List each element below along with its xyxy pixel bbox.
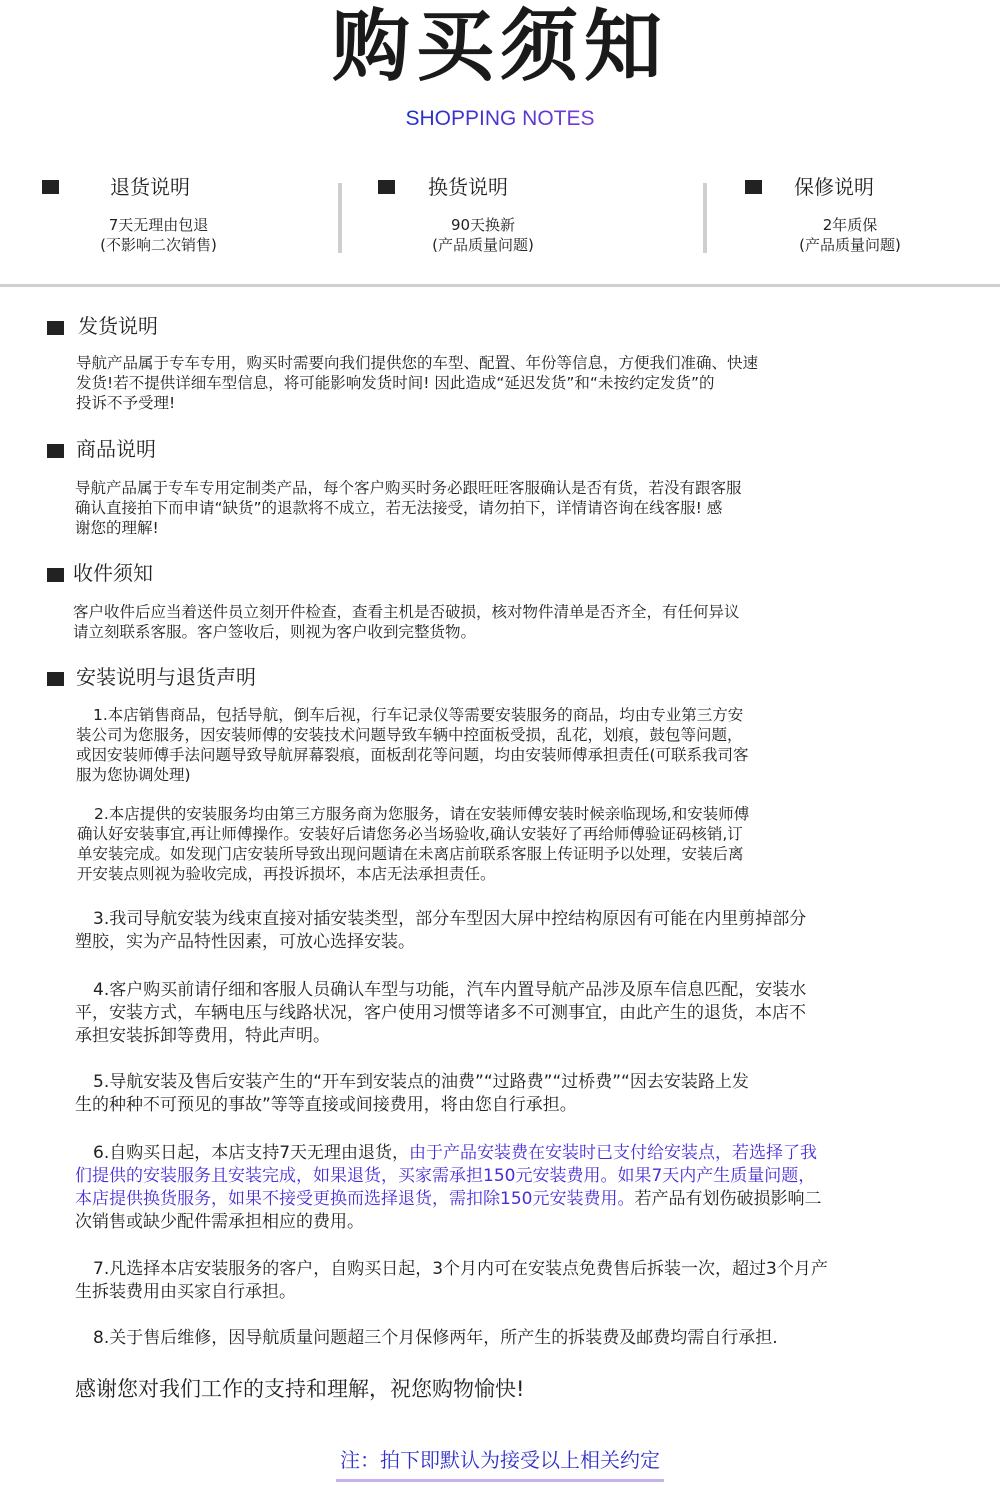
highlight-text: 们提供的安装服务且安装完成，如果退货，买家需承担150元安装费用。如果7天内产生质量问题， [75,1166,816,1186]
text-line: 7.凡选择本店安装服务的客户，自购买日起，3个月内可在安装点免费售后拆装一次，超过3个月产 [93,1259,828,1279]
text-line [75,1142,935,1165]
warranty-policy [745,170,1000,254]
policy-header [378,170,678,204]
text-span: 6.自购买日起，本店支持7天无理由退货， [93,1143,410,1163]
text-line: 服为您协调处理) [76,766,191,784]
text-line: 或因安装师傅手法问题导致导航屏幕裂痕，面板刮花等问题，均由安装师傅承担责任(可联系我司客 [76,746,749,764]
install-item-3 [75,908,925,954]
text-line: 客户收件后应当着送件员立刻开件检查，查看主机是否破损，核对物件清单是否齐全，有任何异议 [73,603,740,621]
return-policy [42,170,342,254]
install-item-1 [76,705,936,785]
highlight-text: 本店提供换货服务，如果不接受更换而选择退货，需扣除150元安装费用。 [75,1189,635,1209]
policy-line-2: (产品质量问题) [799,236,901,254]
policy-detail [378,215,588,255]
page-title: 购买须知 [331,2,668,92]
section-header [0,311,1000,341]
install-item-8 [75,1327,925,1350]
policy-title: 退货说明 [110,175,190,199]
text-line: 谢您的理解! [75,519,159,537]
text-line: 确认直接拍下而申请“缺货”的退款将不成立，若无法接受，请勿拍下，详情请咨询在线客服! 感 [75,499,723,517]
text-line: 1.本店销售商品，包括导航，倒车后视，行车记录仪等需要安装服务的商品，均由专业第三方安 [93,706,744,724]
text-line: 导航产品属于专车专用定制类产品，每个客户购买时务必跟旺旺客服确认是否有货，若没有跟客服 [75,479,742,497]
column-divider [703,183,707,253]
agreement-note [0,1445,1000,1482]
bullet-square-icon [47,444,64,458]
text-line: 塑胶，实为产品特性因素，可放心选择安装。 [75,932,415,952]
text-line: 8.关于售后维修，因导航质量问题超三个月保修两年，所产生的拆装费及邮费均需自行承担. [93,1328,778,1348]
text-line: 导航产品属于专车专用，购买时需要向我们提供您的车型、配置、年份等信息，方便我们准确、快速 [76,354,759,372]
section-header [0,558,1000,588]
text-line: 5.导航安装及售后安装产生的“开车到安装点的油费”“过路费”“过桥费”“因去安装路上发 [93,1072,749,1092]
policy-line-2: (产品质量问题) [432,236,534,254]
policy-line-1: 90天换新 [450,216,516,234]
text-line: 确认好安装事宜,再让师傅操作。安装好后请您务必当场验收,确认安装好了再给师傅验证码核销,订 [77,825,743,843]
policy-detail [42,215,275,255]
bullet-square-icon [47,321,64,335]
policy-line-1: 2年质保 [822,216,878,234]
policy-title: 保修说明 [794,175,874,199]
text-line: 平，安装方式，车辆电压与线路状况，客户使用习惯等诸多不可测事宜，由此产生的退货，本店不 [75,1003,806,1023]
subtitle-text: SHOPPING NOTES [405,107,595,130]
section-divider [0,284,1000,287]
bullet-square-icon [745,180,762,194]
install-item-2 [77,804,937,884]
install-item-4 [75,979,925,1048]
text-span: 若产品有划伤破损影响二 [634,1189,822,1209]
text-line [75,1188,935,1211]
policy-title: 换货说明 [428,175,508,199]
thanks-message: 感谢您对我们工作的支持和理解，祝您购物愉快! [75,1377,525,1401]
text-line: 生的种种不可预见的事故”等等直接或间接费用，将由您自行承担。 [75,1095,577,1115]
bullet-square-icon [47,568,64,582]
install-item-5 [75,1071,925,1117]
section-title: 发货说明 [78,314,158,338]
exchange-policy [378,170,678,254]
install-section [0,662,1000,692]
bullet-square-icon [47,672,64,686]
text-line: 单安装完成。如发现门店安装所导致出现问题请在未离店前联系客服上传证明予以处理，安装后离 [77,845,744,863]
shipping-text [76,353,936,413]
note-text: 注：拍下即默认为接受以上相关约定 [336,1445,664,1482]
bullet-square-icon [378,180,395,194]
receipt-text [73,602,933,642]
policy-header [42,170,342,204]
text-line: 发货!若不提供详细车型信息，将可能影响发货时间! 因此造成“延迟发货”和“未按约定发货”的 [76,374,715,392]
policy-detail [745,215,955,255]
product-text [75,478,935,538]
section-header [0,434,1000,464]
receipt-section [0,558,1000,588]
section-title: 收件须知 [73,561,153,585]
shipping-section [0,311,1000,341]
text-line: 开安装点则视为验收完成，再投诉损坏，本店无法承担责任。 [77,865,496,883]
text-line: 2.本店提供的安装服务均由第三方服务商为您服务，请在安装师傅安装时候亲临现场,和安装师傅 [94,805,750,823]
text-line: 生拆装费用由买家自行承担。 [75,1282,296,1302]
text-line: 次销售或缺少配件需承担相应的费用。 [75,1212,364,1232]
text-line: 3.我司导航安装为线束直接对插安装类型，部分车型因大屏中控结构原因有可能在内里剪掉部分 [93,909,807,929]
text-line: 投诉不予受理! [76,394,176,412]
page-subtitle [0,106,1000,132]
section-header [0,662,1000,692]
bullet-square-icon [42,180,59,194]
text-line: 请立刻联系客服。客户签收后，则视为客户收到完整货物。 [73,623,477,641]
column-divider [338,183,342,253]
policy-header [745,170,1000,204]
section-title: 安装说明与退货声明 [76,665,256,689]
highlight-text: 由于产品安装费在安装时已支付给安装点，若选择了我 [409,1143,818,1163]
install-item-6 [75,1142,935,1234]
product-section [0,434,1000,464]
text-line: 4.客户购买前请仔细和客服人员确认车型与功能，汽车内置导航产品涉及原车信息匹配，安装水 [93,980,807,1000]
section-title: 商品说明 [76,437,156,461]
install-item-7 [75,1258,925,1304]
text-line: 承担安装拆卸等费用，特此声明。 [75,1026,330,1046]
policy-line-2: (不影响二次销售) [100,236,217,254]
text-line: 装公司为您服务，因安装师傅的安装技术问题导致车辆中控面板受损，乱花，划痕，鼓包等问题， [76,726,743,744]
policy-line-1: 7天无理由包退 [108,216,209,234]
